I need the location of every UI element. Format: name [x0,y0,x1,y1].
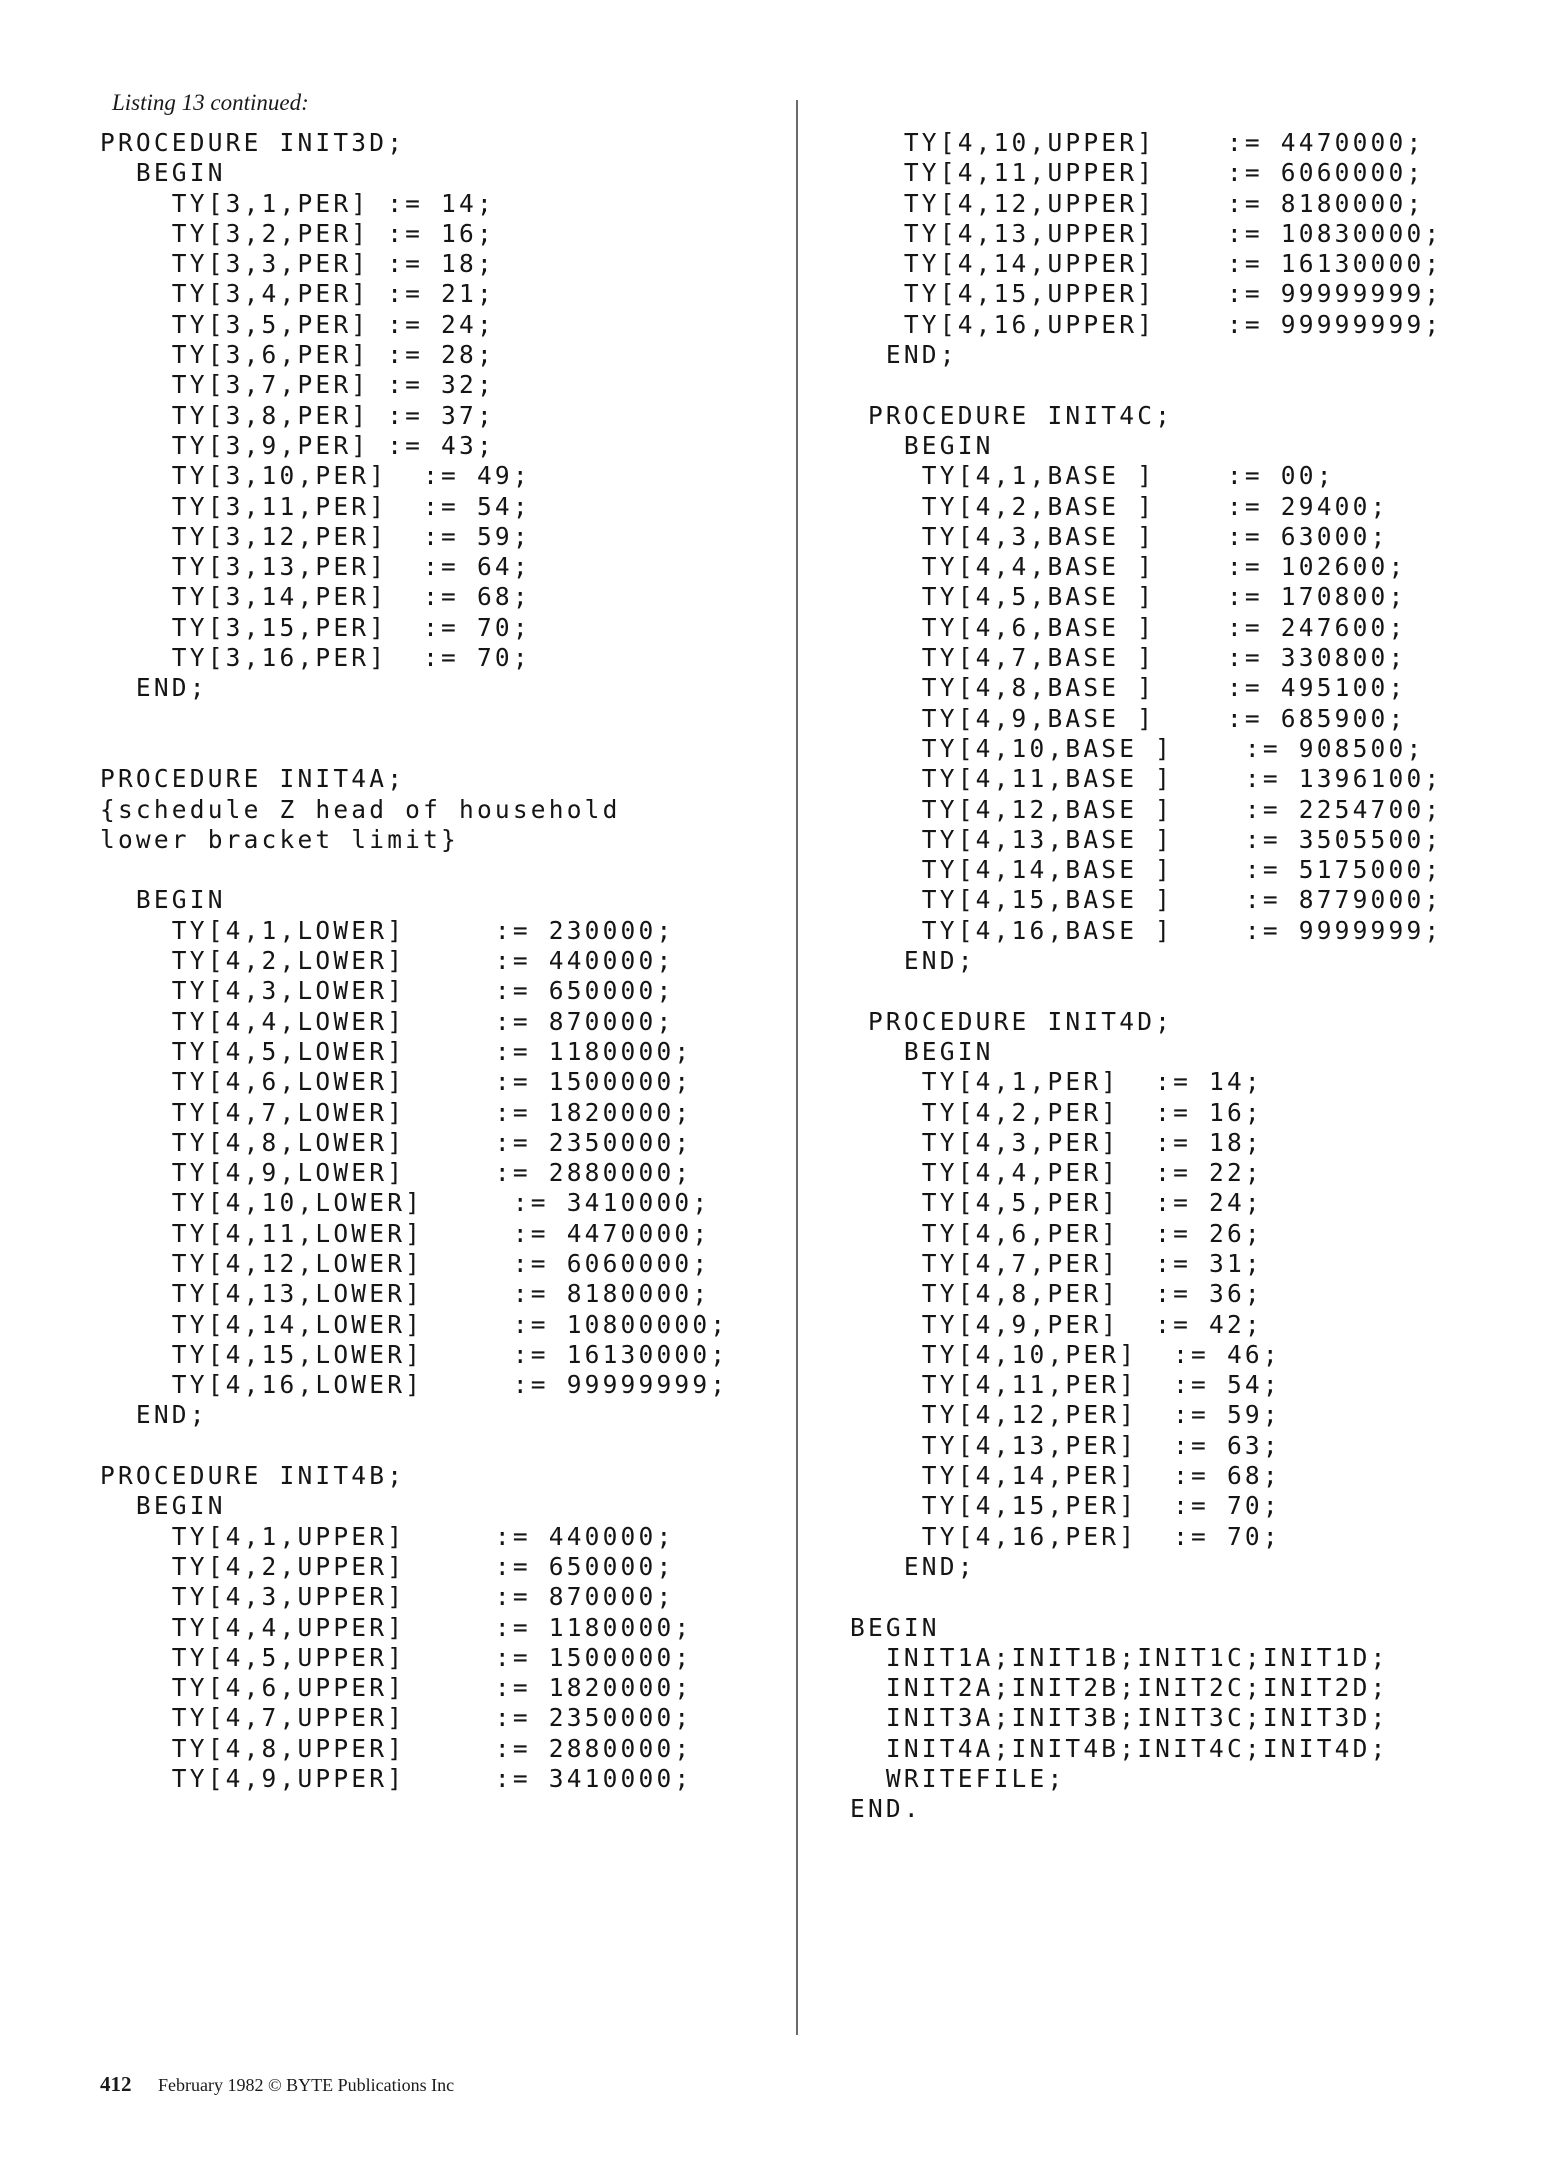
code-line: BEGIN [100,885,226,915]
code-line: TY[4,16,LOWER] := 99999999; [100,1370,729,1400]
code-line: TY[4,13,PER] := 63; [850,1430,1281,1460]
code-line: TY[4,6,PER] := 26; [850,1218,1263,1248]
code-line: TY[4,11,UPPER] := 6060000; [850,158,1425,188]
code-line [100,1431,728,1461]
code-line: PROCEDURE INIT3D; [100,128,406,157]
code-column-right [850,128,1442,1825]
code-line: END; [100,1400,208,1430]
code-line: TY[3,13,PER] := 64; [100,552,531,582]
code-line: TY[4,10,LOWER] := 3410000; [100,1188,711,1218]
code-line: END; [850,1551,976,1581]
code-line: TY[3,15,PER] := 70; [100,612,531,642]
code-line: TY[4,16,BASE ] := 9999999; [850,915,1443,945]
code-line: TY[4,5,LOWER] := 1180000; [100,1036,693,1066]
code-line: TY[3,2,PER] := 16; [100,218,495,248]
code-line: TY[3,9,PER] := 43; [100,430,495,460]
code-line: TY[3,12,PER] := 59; [100,521,531,551]
code-line: TY[4,12,BASE ] := 2254700; [850,794,1443,824]
code-line: TY[4,5,UPPER] := 1500000; [100,1642,693,1672]
code-line: TY[4,7,UPPER] := 2350000; [100,1703,693,1733]
code-line: TY[4,4,LOWER] := 870000; [100,1006,675,1036]
code-line: BEGIN [850,1612,940,1642]
code-line: INIT4A;INIT4B;INIT4C;INIT4D; [850,1733,1389,1763]
code-line: TY[4,1,PER] := 14; [850,1067,1263,1097]
page-footer [100,2072,454,2097]
code-line: TY[4,13,UPPER] := 10830000; [850,218,1443,248]
code-line: TY[4,9,PER] := 42; [850,1309,1263,1339]
code-line: TY[4,3,BASE ] := 63000; [850,521,1389,551]
code-line: TY[4,9,LOWER] := 2880000; [100,1158,693,1188]
footer-credit: February 1982 © BYTE Publications Inc [158,2075,455,2095]
code-line: TY[4,4,BASE ] := 102600; [850,552,1407,582]
code-line: INIT3A;INIT3B;INIT3C;INIT3D; [850,1703,1389,1733]
code-line [100,855,728,885]
code-line: END; [850,946,976,976]
code-line: TY[3,14,PER] := 68; [100,582,531,612]
code-line: WRITEFILE; [850,1764,1066,1794]
code-line: TY[4,1,UPPER] := 440000; [100,1521,675,1551]
code-line [850,976,1442,1006]
code-line: PROCEDURE INIT4D; [850,1006,1174,1036]
code-line: TY[4,2,UPPER] := 650000; [100,1551,675,1581]
code-line: TY[4,12,PER] := 59; [850,1400,1281,1430]
code-line: TY[4,14,BASE ] := 5175000; [850,855,1443,885]
code-line: TY[4,16,UPPER] := 99999999; [850,309,1443,339]
code-line: TY[4,13,LOWER] := 8180000; [100,1279,711,1309]
code-line: TY[4,2,PER] := 16; [850,1097,1263,1127]
code-line: TY[4,7,PER] := 31; [850,1248,1263,1278]
code-line: TY[3,1,PER] := 14; [100,188,495,218]
code-line: TY[4,9,UPPER] := 3410000; [100,1764,693,1794]
code-line [100,734,728,764]
code-line: TY[4,7,LOWER] := 1820000; [100,1097,693,1127]
code-line: PROCEDURE INIT4B; [100,1461,406,1491]
code-line: TY[4,2,BASE ] := 29400; [850,491,1389,521]
code-line: TY[4,4,PER] := 22; [850,1158,1263,1188]
code-line: TY[4,8,BASE ] := 495100; [850,673,1407,703]
code-line: TY[4,6,UPPER] := 1820000; [100,1673,693,1703]
code-line [850,370,1442,400]
code-line: BEGIN [850,430,994,460]
code-line: TY[4,9,BASE ] := 685900; [850,703,1407,733]
code-column-left [100,128,728,1794]
code-line: PROCEDURE INIT4C; [850,400,1174,430]
code-line: TY[4,10,UPPER] := 4470000; [850,128,1425,157]
code-line: TY[4,15,UPPER] := 99999999; [850,279,1443,309]
code-line: TY[4,10,PER] := 46; [850,1339,1281,1369]
code-line: TY[4,14,LOWER] := 10800000; [100,1309,729,1339]
code-line [850,1582,1442,1612]
code-line [100,704,728,734]
code-line: END; [100,673,208,703]
code-line: {schedule Z head of household [100,794,621,824]
code-line: TY[4,8,UPPER] := 2880000; [100,1733,693,1763]
code-line: TY[3,8,PER] := 37; [100,400,495,430]
code-line: TY[4,15,LOWER] := 16130000; [100,1339,729,1369]
code-line: TY[3,5,PER] := 24; [100,309,495,339]
code-line: TY[4,15,PER] := 70; [850,1491,1281,1521]
code-line: TY[4,12,LOWER] := 6060000; [100,1248,711,1278]
code-line: TY[4,10,BASE ] := 908500; [850,733,1425,763]
column-divider [796,100,798,2035]
code-line: TY[4,3,UPPER] := 870000; [100,1582,675,1612]
code-line: TY[4,8,LOWER] := 2350000; [100,1127,693,1157]
code-line: TY[3,11,PER] := 54; [100,491,531,521]
code-line: TY[4,1,BASE ] := 00; [850,461,1335,491]
code-line: INIT2A;INIT2B;INIT2C;INIT2D; [850,1673,1389,1703]
code-line: TY[4,5,BASE ] := 170800; [850,582,1407,612]
code-line: TY[4,3,PER] := 18; [850,1127,1263,1157]
code-line: TY[3,3,PER] := 18; [100,249,495,279]
code-line: TY[4,11,LOWER] := 4470000; [100,1218,711,1248]
code-line: TY[4,1,LOWER] := 230000; [100,915,675,945]
code-line: TY[4,6,BASE ] := 247600; [850,612,1407,642]
code-line: END. [850,1794,922,1824]
code-line: TY[4,15,BASE ] := 8779000; [850,885,1443,915]
code-line: BEGIN [850,1036,994,1066]
code-line: TY[4,13,BASE ] := 3505500; [850,824,1443,854]
code-line: END; [850,340,958,370]
code-line: TY[4,16,PER] := 70; [850,1521,1281,1551]
code-line: TY[3,10,PER] := 49; [100,461,531,491]
code-line: TY[3,16,PER] := 70; [100,643,531,673]
code-line: lower bracket limit} [100,824,460,854]
code-line: TY[4,12,UPPER] := 8180000; [850,188,1425,218]
code-line: BEGIN [100,1491,226,1521]
code-line: TY[4,14,PER] := 68; [850,1461,1281,1491]
code-line: TY[3,7,PER] := 32; [100,370,495,400]
code-line: TY[3,6,PER] := 28; [100,340,495,370]
code-line: TY[4,6,LOWER] := 1500000; [100,1067,693,1097]
listing-caption: Listing 13 continued: [112,90,309,115]
code-line: INIT1A;INIT1B;INIT1C;INIT1D; [850,1642,1389,1672]
code-line: BEGIN [100,158,226,188]
page-number: 412 [100,2072,132,2096]
code-line: TY[4,11,BASE ] := 1396100; [850,764,1443,794]
code-line: TY[4,3,LOWER] := 650000; [100,976,675,1006]
code-line: TY[3,4,PER] := 21; [100,279,495,309]
code-line: TY[4,14,UPPER] := 16130000; [850,249,1443,279]
code-line: TY[4,4,UPPER] := 1180000; [100,1612,693,1642]
code-line: PROCEDURE INIT4A; [100,764,406,794]
code-line: TY[4,8,PER] := 36; [850,1279,1263,1309]
code-line: TY[4,5,PER] := 24; [850,1188,1263,1218]
code-line: TY[4,2,LOWER] := 440000; [100,946,675,976]
code-line: TY[4,11,PER] := 54; [850,1370,1281,1400]
code-line: TY[4,7,BASE ] := 330800; [850,643,1407,673]
